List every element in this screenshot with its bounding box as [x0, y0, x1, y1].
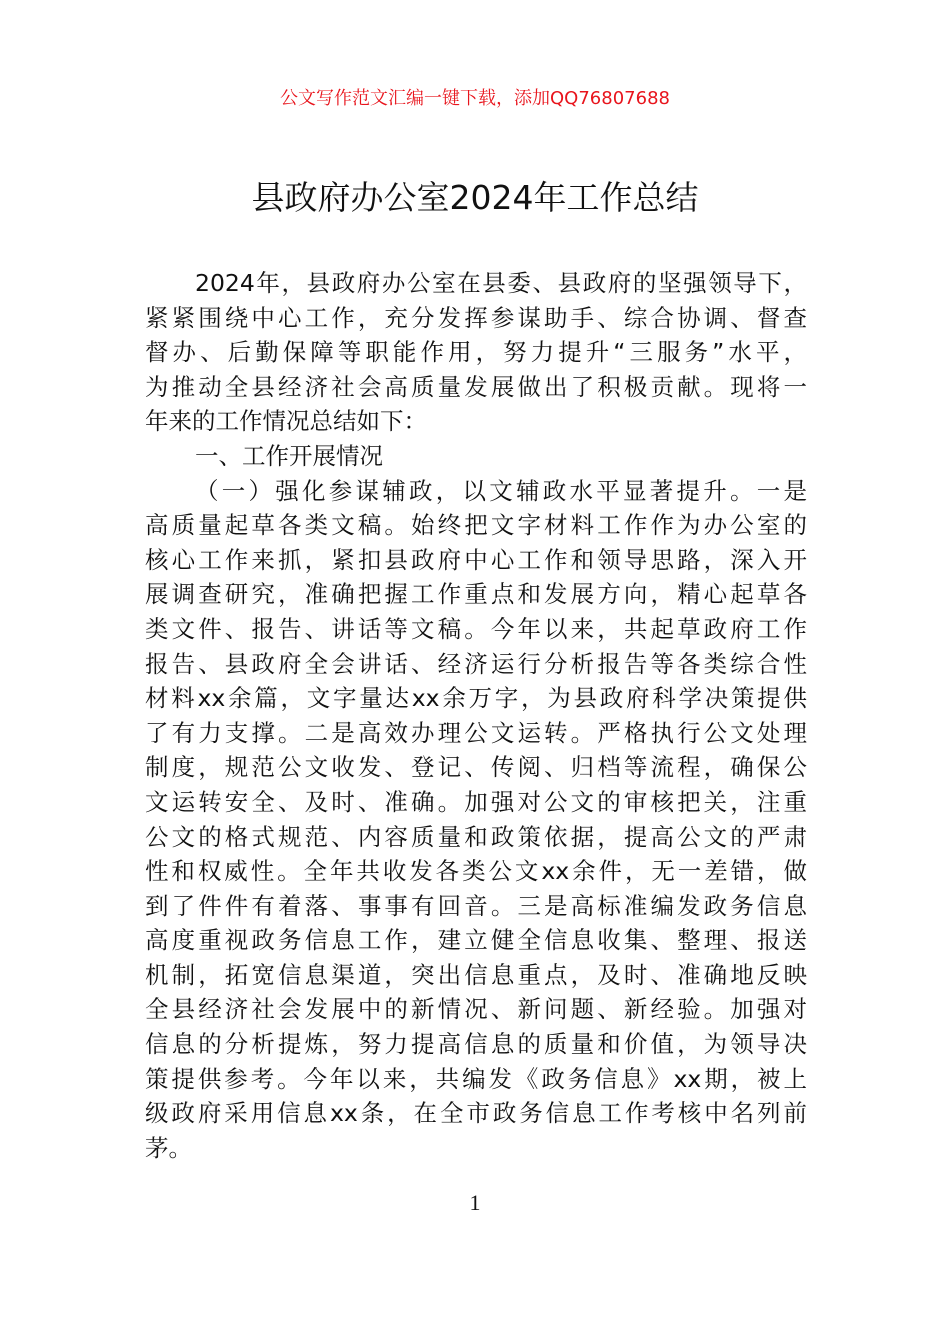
paragraph-line: 类文件、报告、讲话等文稿。今年以来，共起草政府工作 — [145, 614, 807, 643]
paragraph-line: 级政府采用信息xx条，在全市政务信息工作考核中名列前 — [145, 1099, 807, 1128]
paragraph-line: 紧紧围绕中心工作，充分发挥参谋助手、综合协调、督查 — [145, 303, 807, 332]
paragraph-line: 策提供参考。今年以来，共编发《政务信息》xx期，被上 — [145, 1064, 807, 1093]
paragraph-line: 2024年，县政府办公室在县委、县政府的坚强领导下， — [195, 269, 807, 297]
document-title: 县政府办公室2024年工作总结 — [251, 178, 699, 217]
paragraph-line: 高质量起草各类文稿。始终把文字材料工作作为办公室的 — [145, 511, 807, 540]
section-heading: 一、工作开展情况 — [195, 441, 383, 470]
paragraph-line: 文运转安全、及时、准确。加强对公文的审核把关，注重 — [145, 787, 807, 816]
paragraph-line: 材料xx余篇，文字量达xx余万字，为县政府科学决策提供 — [145, 684, 807, 713]
paragraph-line: 高度重视政务信息工作，建立健全信息收集、整理、报送 — [145, 926, 807, 955]
paragraph-line: 年来的工作情况总结如下： — [145, 407, 427, 436]
paragraph-line: 全县经济社会发展中的新情况、新问题、新经验。加强对 — [145, 995, 807, 1024]
paragraph-line: 公文的格式规范、内容质量和政策依据，提高公文的严肃 — [145, 822, 807, 851]
paragraph-line: 到了件件有着落、事事有回音。三是高标准编发政务信息 — [145, 891, 807, 920]
paragraph-line: 机制，拓宽信息渠道，突出信息重点，及时、准确地反映 — [145, 960, 807, 989]
paragraph-line: （一）强化参谋辅政，以文辅政水平显著提升。一是 — [195, 476, 807, 505]
paragraph-line: 报告、县政府全会讲话、经济运行分析报告等各类综合性 — [145, 649, 807, 678]
paragraph-line: 茅。 — [145, 1133, 192, 1162]
watermark-banner: 公文写作范文汇编一键下载，添加QQ76807688 — [280, 88, 670, 109]
document-body — [145, 266, 807, 1165]
page-number: 1 — [469, 1190, 481, 1215]
paragraph-line: 制度，规范公文收发、登记、传阅、归档等流程，确保公 — [145, 753, 807, 782]
paragraph-line: 展调查研究，准确把握工作重点和发展方向，精心起草各 — [145, 580, 807, 609]
paragraph-line: 为推动全县经济社会高质量发展做出了积极贡献。现将一 — [145, 372, 807, 401]
paragraph-line: 信息的分析提炼，努力提高信息的质量和价值，为领导决 — [145, 1030, 807, 1059]
paragraph-line: 督办、后勤保障等职能作用，努力提升“三服务”水平， — [145, 338, 807, 367]
paragraph-line: 了有力支撑。二是高效办理公文运转。严格执行公文处理 — [145, 718, 807, 747]
paragraph-line: 核心工作来抓，紧扣县政府中心工作和领导思路，深入开 — [145, 545, 807, 574]
paragraph-line: 性和权威性。全年共收发各类公文xx余件，无一差错，做 — [145, 857, 807, 886]
